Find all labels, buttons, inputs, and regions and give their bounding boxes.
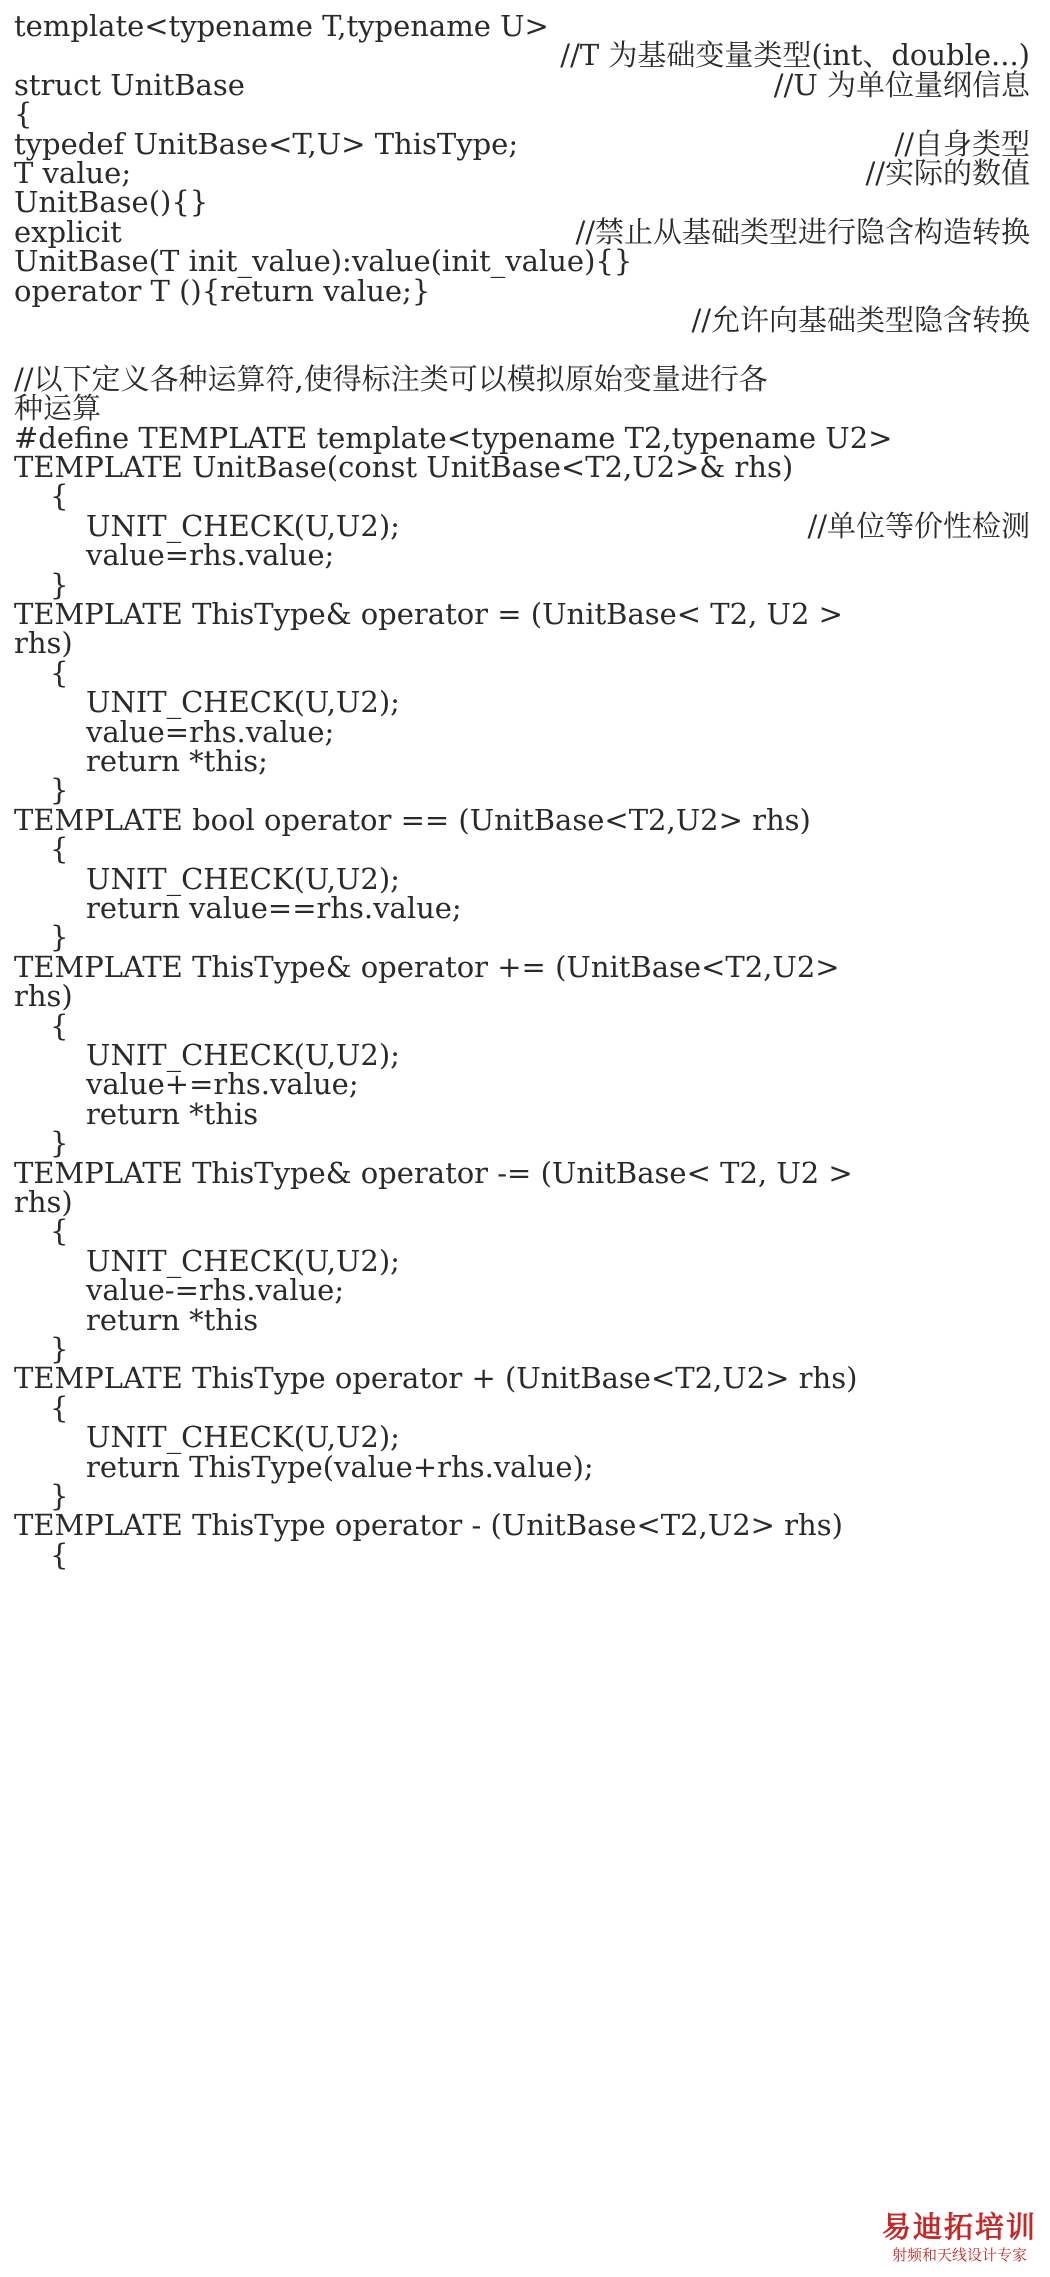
code-text: { — [14, 97, 33, 132]
code-text: UNIT_CHECK(U,U2); — [86, 1243, 400, 1278]
code-text: } — [50, 773, 69, 808]
code-text: value-=rhs.value; — [86, 1273, 345, 1308]
code-comment: //允许向基础类型隐含转换 — [691, 303, 1030, 337]
code-text: } — [50, 920, 69, 955]
code-text: TEMPLATE ThisType& operator = (UnitBase< T2, U2 > — [14, 597, 843, 631]
code-comment: //T 为基础变量类型(int、double...) — [560, 38, 1030, 73]
code-comment: //禁止从基础类型进行隐含构造转换 — [575, 214, 1030, 249]
code-text: } — [50, 1332, 69, 1366]
code-comment: //单位等价性检测 — [807, 508, 1030, 543]
code-text: return *this — [86, 1096, 259, 1131]
code-text: } — [50, 1479, 69, 1513]
code-text: value=rhs.value; — [86, 538, 335, 573]
code-text: { — [50, 479, 69, 514]
code-text: rhs) — [14, 1185, 73, 1219]
code-text: //以下定义各种运算符,使得标注类可以模拟原始变量进行各 — [14, 361, 768, 396]
code-text: UNIT_CHECK(U,U2); — [86, 685, 400, 720]
code-text: UNIT_CHECK(U,U2); — [86, 508, 400, 543]
code-comment: //自身类型 — [894, 126, 1030, 161]
code-text: UNIT_CHECK(U,U2); — [86, 861, 400, 896]
code-text: { — [50, 832, 69, 867]
watermark-title: 易迪拓培训 — [881, 2210, 1037, 2244]
code-text: struct UnitBase — [14, 67, 245, 102]
code-text: TEMPLATE ThisType& operator -= (UnitBase< T2, U2 > — [14, 1155, 853, 1190]
code-text: value+=rhs.value; — [86, 1067, 359, 1102]
code-text: TEMPLATE bool operator == (UnitBase<T2,U2> rhs) — [14, 802, 811, 837]
code-text: typedef UnitBase<T,U> ThisType; — [14, 126, 519, 161]
code-text: return ThisType(value+rhs.value); — [86, 1449, 594, 1484]
code-text: T value; — [14, 156, 132, 190]
code-text: template<typename T,typename U> — [14, 9, 549, 43]
code-comment: //实际的数值 — [865, 156, 1030, 190]
code-text: TEMPLATE ThisType operator + (UnitBase<T2,U2> rhs) — [14, 1361, 858, 1396]
watermark-subtitle: 射频和天线设计专家 — [891, 2246, 1027, 2264]
code-text: return *this; — [86, 744, 268, 778]
code-text: 种运算 — [14, 391, 102, 426]
code-text: } — [50, 1126, 69, 1161]
code-text: TEMPLATE ThisType& operator += (UnitBase<T2,U2> — [14, 949, 840, 984]
code-text: { — [50, 1390, 69, 1425]
code-text: TEMPLATE UnitBase(const UnitBase<T2,U2>& rhs) — [14, 450, 794, 484]
code-text: return *this — [86, 1302, 259, 1337]
code-text: UnitBase(T init_value):value(init_value){} — [14, 244, 633, 279]
code-text: operator T (){return value;} — [14, 273, 431, 308]
code-text: UNIT_CHECK(U,U2); — [86, 1420, 400, 1455]
code-text: return value==rhs.value; — [86, 891, 462, 925]
code-text: UnitBase(){} — [14, 185, 209, 220]
code-text: rhs) — [14, 626, 73, 661]
code-text: { — [50, 655, 69, 690]
code-text: TEMPLATE ThisType operator - (UnitBase<T2,U2> rhs) — [14, 1508, 843, 1543]
code-text: { — [50, 1008, 69, 1043]
code-text: UNIT_CHECK(U,U2); — [86, 1038, 400, 1072]
code-text: explicit — [14, 214, 122, 249]
code-text: { — [50, 1537, 69, 1572]
watermark-logo — [877, 2209, 1042, 2271]
code-text: rhs) — [14, 979, 73, 1014]
code-text: } — [50, 567, 69, 602]
code-text: { — [50, 1214, 69, 1249]
code-text: #define TEMPLATE template<typename T2,typename U2> — [14, 420, 893, 455]
code-comment: //U 为单位量纲信息 — [773, 67, 1030, 102]
code-text: value=rhs.value; — [86, 714, 335, 749]
code-line — [0, 1533, 1050, 1577]
